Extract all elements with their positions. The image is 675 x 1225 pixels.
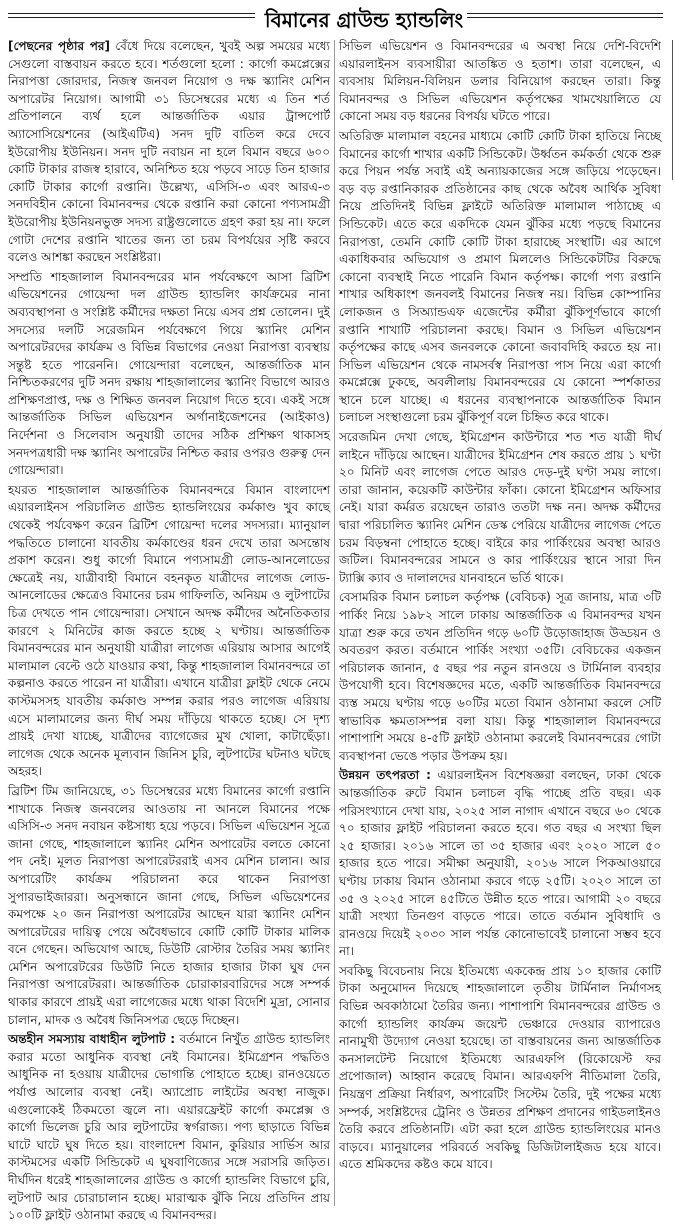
- paragraph-text: ব্রিটিশ টিম জানিয়েছে, ৩১ ডিসেম্বরের মধ্যে বিমানের কার্গো রপ্তানি শাখাকে নিজস্ব জনবলের আওতায় না আনলে বিমানের পক্ষে এসিসি-৩ সনদ নবায়ন কষ্টসাধ্য হয়ে পড়বে। সিভিল এভিয়েশন সূত্রে জানা গেছে, শাহজালালে স্ক্যানিং মেশিন অপারেটর বলতে কোনো পদ নেই। মূলত নিরাপত্তা অপারেটররাই এসব মেশিন চালান। আর অপারেটিং কার্যক্রম পরিচালনা করে থাকেন নিরাপত্তা সুপারভাইজাররা। অনুসন্ধানে জানা গেছে, সিভিল এভিয়েশনের কমপক্ষে ২০ জন নিরাপত্তা অপারেটর আছেন যারা স্ক্যানিং মেশিন অপারেটরের দায়িত্ব পেয়ে অবৈধভাবে কোটি কোটি টাকার মালিক বনে গেছেন। অভিযোগ আছে, ডিউটি রোস্টার তৈরির সময় স্ক্যানিং মেশিন অপারেটরের ডিউটি নিতে হাজার হাজার টাকা ঘুষ দেন নিরাপত্তা অপারেটররা। আন্তর্জাতিক চোরাকারবারিদের সঙ্গে সম্পর্ক থাকার কারণে প্রায়ই এরা লাগেজের মধ্যে থাকা বিদেশি মুদ্রা, সোনার চালান, মাদক ও অবৈধ জিনিসপত্র ছেড়ে দিচ্ছেন।: [8, 783, 330, 1027]
- paragraph-lead: অন্তহীন সমস্যায় বাধাহীন লুটপাট :: [8, 1032, 176, 1047]
- headline-bar: [8, 5, 663, 35]
- paragraph: [339, 963, 661, 1174]
- paragraph: [8, 269, 330, 480]
- paragraph-lead: উন্নয়ন তৎপরতা :: [339, 768, 431, 783]
- paragraph-lead: [পেছনের পৃষ্ঠার পর]: [8, 39, 110, 53]
- paragraph: [339, 589, 661, 765]
- paragraph: [8, 38, 330, 267]
- article-column-left: [8, 38, 330, 1223]
- headline-rule-left: [8, 13, 255, 18]
- paragraph-text: হযরত শাহজালাল আন্তর্জাতিক বিমানবন্দরে বিমান বাংলাদেশ এয়ারলাইনস পরিচালিত গ্রাউন্ড হ্যান্ডলিংয়ের কর্মকাণ্ড খুব কাছে থেকেই পর্যবেক্ষণ করেন ব্রিটিশ গোয়েন্দা দলের সদস্যরা। ম্যানুয়াল পদ্ধতিতে চালানো যাবতীয় কর্মকাণ্ডের ধরন দেখে তারা অসন্তোষ প্রকাশ করেন। শুধু কার্গো বিমানে পণ্যসামগ্রী লোড-আনলোডের ক্ষেত্রেই নয়, যাত্রীবাহী বিমানে বহনকৃত যাত্রীদের লাগেজ লোড-আনলোডের ক্ষেত্রেও বিমানের চরম গাফিলতি, অনিয়ম ও লুটপাটের চিত্র দেখতে পান গোয়েন্দারা। সেখানে অদক্ষ কর্মীদের অনৈতিকতার কারণে ২ মিনিটের কাজ করতে হচ্ছে ২ ঘণ্টায়। আন্তর্জাতিক বিমানবন্দরের মান অনুযায়ী যাত্রীরা লাগেজ এরিয়ায় আসার আগেই মালামাল বেল্টে ওঠে যাওয়ার কথা, কিন্তু শাহজালাল বিমানবন্দরে তা কল্পনাও করতে পারেন না যাত্রীরা। এখানে যাত্রীরা ফ্লাইট থেকে নেমে কাস্টমসসহ যাবতীয় কর্মকাণ্ড সম্পন্ন করার পরও লাগেজ এরিয়ায় এসে মালামালের জন্য দীর্ঘ সময় দাঁড়িয়ে থাকতে হচ্ছে। সে দৃশ্য প্রায়ই দেখা যাচ্ছে, যাত্রীদের ব্যাগেজের মুখ খোলা, কাটাছেঁড়া। লাগেজ থেকে অনেক মূল্যবান জিনিস চুরি, লুটপাটের ঘটনাও ঘটছে অহরহ।: [8, 482, 330, 779]
- article-headline: বিমানের গ্রাউন্ড হ্যান্ডলিং: [264, 8, 464, 32]
- article-column-right: [339, 38, 661, 1206]
- paragraph: [8, 1031, 330, 1225]
- paragraph-text: বেসামরিক বিমান চলাচল কর্তৃপক্ষ (বেবিচক) সূত্র জানায়, মাত্র ৩টি পার্কিং নিয়ে ১৯৮২ সালে ঢাকায় আন্তর্জাতিক এ বিমানবন্দর যখন যাত্রা শুরু করে তখন প্রতিদিন গড়ে ৬০টি উড়োজাহাজ উড্ডয়ন ও অবতরণ করত। বর্তমানে পার্কিং সংখ্যা ৩৫টি। বেবিচকের একজন পরিচালক জানান, ৫ বছর পর নতুন রানওয়ে ও টার্মিনাল ব্যবহার উপযোগী হবে। বিশেষজ্ঞদের মতে, একটি আন্তর্জাতিক বিমানবন্দরে ব্যস্ত সময়ে ঘণ্টায় গড়ে ৬০টির মতো বিমান ওঠানামা করলে সেটি স্বাভাবিক ক্ষমতাসম্পন্ন বলা যায়। কিন্তু শাহজালাল বিমানবন্দরে পাশাপাশি সময়ে ৪-৫টি ফ্লাইট ওঠানামা করলেই বিমানবন্দরের গোটা ব্যবস্থাপনা ভেঙে পড়ার উপক্রম হয়।: [339, 590, 661, 763]
- paragraph: [339, 429, 661, 587]
- paragraph: [339, 128, 661, 427]
- page-edge-rule: [672, 40, 673, 180]
- paragraph-text: সবকিছু বিবেচনায় নিয়ে ইতিমধ্যে এককেন্দ্র প্রায় ১০ হাজার কোটি টাকা অনুমোদন দিয়েছে শাহজালালে তৃতীয় টার্মিনাল নির্মাণসহ বিভিন্ন অবকাঠামো তৈরির জন্য। পাশাপাশি বিমানবন্দরের গ্রাউন্ড ও কার্গো হ্যান্ডলিং কার্যক্রম জয়েন্ট ভেঞ্চারে দেওয়ার ব্যাপারেও নানামুখী উদ্যোগ নেওয়া হয়েছে। তা বাস্তবায়নের জন্য আন্তর্জাতিক কনসালটেন্ট নিয়োগে ইতিমধ্যে আরএফপি (রিকোয়েস্ট ফর প্রপোজাল) আহ্বান করেছে বিমান। আরএফপি নীতিমালা তৈরি, নিয়ন্ত্রণ প্রক্রিয়া নির্ধারণ, অপারেটিং সিস্টেম তৈরি, দুই পক্ষের মধ্যে সম্পর্ক, সংশ্লিষ্টদের ট্রেনিং ও উন্নতর প্রশিক্ষণ প্রদানের গাইডলাইনও তৈরি করবে প্রতিষ্ঠানটি। এটা করা হলে গ্রাউন্ড হ্যান্ডলিংয়ের মানও বাড়বে। ম্যানুয়ালের পরিবর্তে সবকিছু ডিজিটালাইজড হয়ে যাবে। এতে শ্রমিকদের কষ্টও কমে যাবে।: [339, 963, 661, 1172]
- column-divider: [334, 40, 335, 1206]
- paragraph-text: সরেজমিন দেখা গেছে, ইমিগ্রেশন কাউন্টারে শত শত যাত্রী দীর্ঘ লাইনে দাঁড়িয়ে আছেন। যাত্রীদের ইমিগ্রেশন শেষ করতে প্রায় ১ ঘণ্টা ২০ মিনিট এবং লাগেজ পেতে আরও দেড়-দুই ঘণ্টা সময় লাগে। তারা জানান, কয়েকটি কাউন্টার ফাঁকা। কোনো ইমিগ্রেশন অফিসার নেই। যারা কর্মরত রয়েছেন তারাও ততটা দক্ষ নন। অদক্ষ কর্মীদের দ্বারা পরিচালিত স্ক্যানিং মেশিন ডেস্ক পেরিয়ে যাত্রীদের লাগেজ পেতে চরম বিড়ম্বনা পোহাতে হচ্ছে। বাইরে কার পার্কিংয়ের অবস্থা আরও জটিল। বিমানবন্দরের সামনে ও কার পার্কিংয়ের স্থানে সারা দিন ট্যাক্সি ক্যাব ও দালালদের যানবাহনে ভর্তি থাকে।: [339, 430, 661, 585]
- paragraph: [339, 767, 661, 961]
- paragraph-text: এয়ারলাইনস বিশেষজ্ঞরা বলছেন, ঢাকা থেকে আন্তর্জাতিক রুটে বিমান চলাচল বৃদ্ধি পাচ্ছে প্রতি বছর। এক পরিসংখ্যানে দেখা যায়, ২০২৫ সাল নাগাদ এখানে বছরে ৬০ থেকে ৭০ হাজার ফ্লাইট পরিচালনা করতে হবে। গত বছর এ সংখ্যা ছিল ২৫ হাজার। ২০১৬ সালে তা ৩৫ হাজার এবং ২০২০ সালে ৫০ হাজার হতে পারে। সমীক্ষা অনুযায়ী, ২০১৬ সালে পিকআওয়ারে ঘণ্টায় ঢাকায় বিমান ওঠানামা করবে গড়ে ২৫টি। ২০২০ সালে তা ৩৫ ও ২০২৫ সালে ৪৫টিতে উন্নীত হতে পারে। আগামী ২০ বছরে যাত্রী সংখ্যা তিনগুণ বাড়তে পারে। তাতে বর্তমান সুবিধাদি ও রানওয়ে দিয়েই ২০৩০ সাল পর্যন্ত কোনোভাবেই চালানো সম্ভব হবে না।: [339, 768, 661, 959]
- paragraph-text: সিভিল এভিয়েশন ও বিমানবন্দরের এ অবস্থা নিয়ে দেশি-বিদেশি এয়ারলাইনস ব্যবসায়ীরা আতঙ্কিত ও হতাশ। তারা বলেছেন, এ ব্যবসায় মিলিয়ন-বিলিয়ন ডলার বিনিয়োগ করছেন তারা। কিন্তু বিমানবন্দর ও সিভিল এভিয়েশন কর্তৃপক্ষের খামখেয়ালিতে যে কোনো সময় বড় ধরনের বিপর্যয় ঘটতে পারে।: [339, 39, 661, 124]
- paragraph: [339, 38, 661, 126]
- headline-rule-right: [467, 13, 663, 18]
- paragraph: [8, 783, 330, 1029]
- paragraph: [8, 482, 330, 781]
- paragraph-text: বেঁধে দিয়ে বলেছেন, খুবই অল্প সময়ের মধ্যে সেগুলো বাস্তবায়ন করতে হবে। শর্তগুলো হলো : কার্গো কমপ্লেক্সের নিরাপত্তা জোরদার, নিজস্ব জনবল নিয়োগ ও দক্ষ স্ক্যানিং মেশিন অপারেটর নিয়োগ। আগামী ৩১ ডিসেম্বরের মধ্যে এ তিন শর্ত প্রতিপালনে ব্যর্থ হলে আন্তর্জাতিক এয়ার ট্রান্সপোর্ট অ্যাসোসিয়েশনের (আইএটিএ) সনদ দুটি বাতিল করে দেবে ইউরোপীয় ইউনিয়ন। সনদ দুটি নবায়ন না হলে বিমান বছরে ৬০০ কোটি টাকার রাজস্ব হারাবে, অনিশ্চিত হয়ে পড়বে সাড়ে তিন হাজার কোটি টাকার কার্গো রপ্তানি। উল্লেখ্য, এসিসি-৩ এবং আরএ-৩ সনদবিহীন কোনো বিমানবন্দর থেকে রপ্তানি করা কোনো পণ্যসামগ্রী ইউরোপীয় ইউনিয়নভুক্ত সদস্য রাষ্ট্রগুলোতে গ্রহণ করা হয় না। ফলে গোটা দেশের রপ্তানি খাতের জন্য তা চরম বিপর্যয়ের সৃষ্টি করবে বলেও আশঙ্কা করছেন সংশ্লিষ্টরা।: [8, 39, 330, 265]
- paragraph-text: অতিরিক্ত মালামাল বহনের মাধ্যমে কোটি কোটি টাকা হাতিয়ে নিচ্ছে বিমানের কার্গো শাখার একটি সিন্ডিকেট। উর্ধ্বতন কর্মকর্তা থেকে শুরু করে পিয়ন পর্যন্ত সবাই এই অন্যায়কাজের সঙ্গে জড়িয়ে পড়েছেন। বড় বড় রপ্তানিকারক প্রতিষ্ঠানের কাছ থেকে অবৈধ আর্থিক সুবিধা নিয়ে প্রতিদিনই বিভিন্ন ফ্লাইটে অতিরিক্ত মালামাল পাঠাচ্ছে এ সিন্ডিকেট। এতে করে একদিকে যেমন ঝুঁকির মধ্যে পড়ছে বিমানের নিরাপত্তা, তেমনি কোটি কোটি টাকা হারাচ্ছে সংস্থাটি। এর আগে একাধিকবার অভিযোগ ও প্রমাণ মিললেও সিন্ডিকেটটির বিরুদ্ধে কোনো ব্যবস্থাই নিতে পারেনি বিমান কর্তৃপক্ষ। কার্গো পণ্য রপ্তানি শাখার অধিকাংশ জনবলই বিমানের নিজস্ব নয়। বিভিন্ন কোম্পানির লোকজন ও সিঅ্যান্ডএফ এজেন্টের কর্মীরা ঝুঁকিপূর্ণভাবে কার্গো রপ্তানি শাখাটি পরিচালনা করছে। বিমান ও সিভিল এভিয়েশন কর্তৃপক্ষের কাছে এসব জনবলকে কোনো জবাবদিহি করতে হয় না। সিভিল এভিয়েশন থেকে নামসর্বস্ব নিরাপত্তা পাস নিয়ে এরা কার্গো কমপ্লেক্সে ঢুকছে, অবলীলায় বিমানবন্দরের যে কোনো স্পর্শকাতর স্থানে চলে যাচ্ছে। এ ধরনের ব্যবস্থাপনাকে আন্তর্জাতিক বিমান চলাচল সংস্থাগুলো চরম ঝুঁকিপূর্ণ বলে চিহ্নিত করে থাকে।: [339, 128, 661, 425]
- paragraph-text: সম্প্রতি শাহজালাল বিমানবন্দরের মান পর্যবেক্ষণে আসা ব্রিটিশ এভিয়েশনের গোয়েন্দা দল গ্রাউন্ড হ্যান্ডলিং কার্যক্রমের নানা অব্যবস্থাপনা ও সংশ্লিষ্ট কর্মীদের দক্ষতা নিয়ে এসব প্রশ্ন তোলেন। দুই সদস্যের দলটি সরেজমিন পর্যবেক্ষণে গিয়ে স্ক্যানিং মেশিন অপারেটরদের কার্যক্রম ও বিভিন্ন বিভাগের নেওয়া নিরাপত্তা ব্যবস্থায় সন্তুষ্ট হতে পারেননি। গোয়েন্দারা বলেছেন, আন্তর্জাতিক মান নিশ্চিতকরণের দুটি সনদ রক্ষায় শাহজালালের স্ক্যানিং বিভাগে আরও প্রশিক্ষণপ্রাপ্ত, দক্ষ ও শিক্ষিত জনবল নিয়োগ দিতে হবে। একই সঙ্গে আন্তর্জাতিক সিভিল এভিয়েশন অর্গানাইজেশনের (আইকাও) নির্দেশনা ও সিলেবাস অনুযায়ী তাদের সঠিক প্রশিক্ষণ থাকাসহ সনদপত্রধারী দক্ষ স্ক্যানিং অপারেটর নিশ্চিত করার ওপরও গুরুত্ব দেন গোয়েন্দারা।: [8, 269, 330, 478]
- paragraph-text: বর্তমানে নিখুঁত গ্রাউন্ড হ্যান্ডলিং করার মতো আধুনিক ব্যবস্থা নেই বিমানের। ইমিগ্রেশন পদ্ধতিও আধুনিক না হওয়ায় যাত্রীদের ভোগান্তি পোহাতে হচ্ছে। রানওয়েতে পর্যাপ্ত আলোর ব্যবস্থা নেই। অ্যাপ্রোচ লাইটের অবস্থা নাজুক। এগুলোকেই ঠিকমতো জ্বলে না। এয়ারফ্রেইট কার্গো কমপ্লেক্স ও কার্গো ভিলেজ চুরি আর লুটপাটের স্বর্গরাজ্য। পণ্য ছাড়াতে বিভিন্ন ঘাটে ঘাটে ঘুষ দিতে হয়। বাংলাদেশ বিমান, কুরিয়ার সার্ভিস আর কাস্টমসের একটি সিন্ডিকেট এ ঘুষবাণিজ্যের সঙ্গে সরাসরি জড়িত। দীর্ঘদিন ধরেই শাহজালালের গ্রাউন্ড ও কার্গো হ্যান্ডলিং বিভাগে চুরি, লুটপাট আর চোরাচালান হচ্ছে। মারাত্মক ঝুঁকি নিয়ে প্রতিদিন প্রায় ১০০টি ফ্লাইট ওঠানামা করছে এ বিমানবন্দর।: [8, 1032, 330, 1223]
